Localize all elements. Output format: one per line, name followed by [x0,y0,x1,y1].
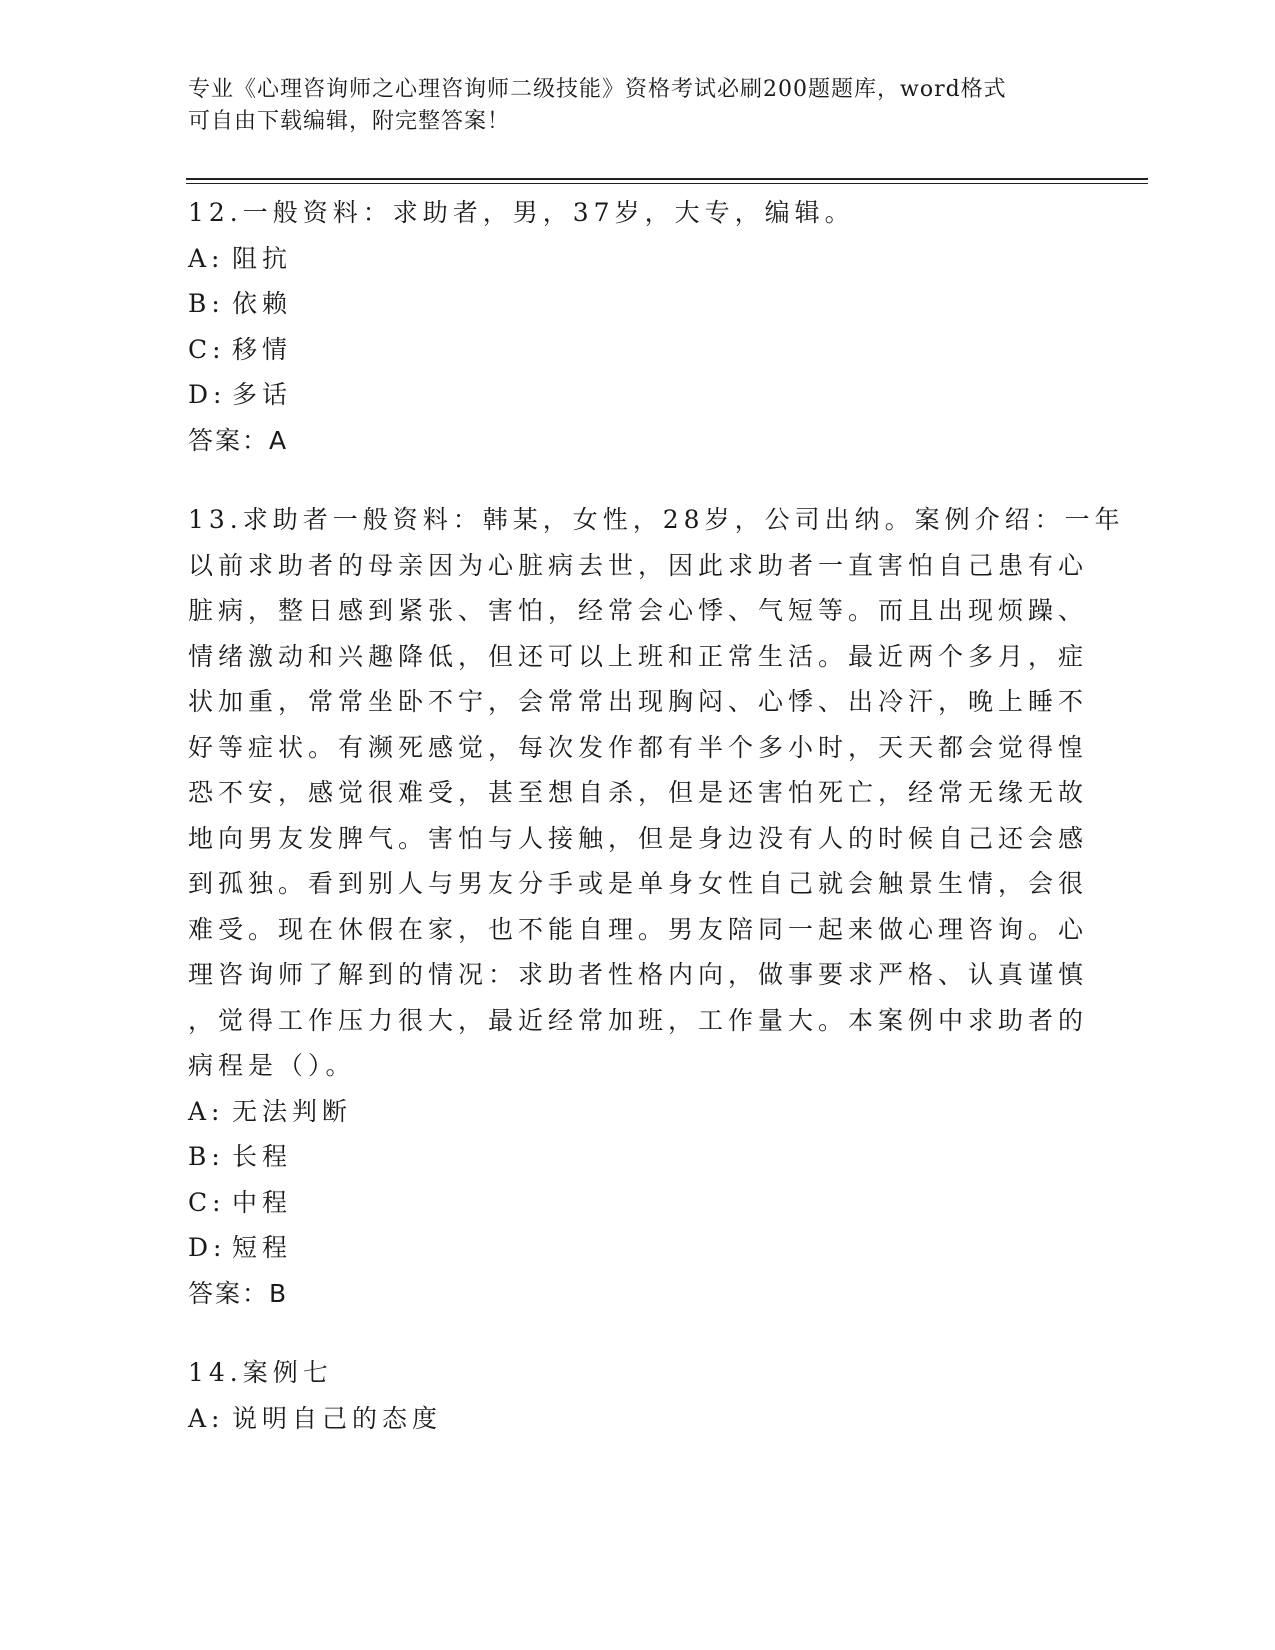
question-stem-line: ，觉得工作压力很大，最近经常加班，工作量大。本案例中求助者的 [188,1005,1089,1035]
question-stem-line: 难受。现在休假在家，也不能自理。男友陪同一起来做心理咨询。心 [188,914,1089,944]
question-stem-line: 恐不安，感觉很难受，甚至想自杀，但是还害怕死亡，经常无缘无故 [188,778,1089,807]
option-d [188,1225,1088,1271]
option-letter: C: [188,334,226,364]
question-stem-line: 理咨询师了解到的情况：求助者性格内向，做事要求严格、认真谨慎 [188,960,1089,989]
question-stem-line: 情绪激动和兴趣降低，但还可以上班和正常生活。最近两个多月，症 [188,641,1089,671]
question-stem: 12.一般资料：求助者，男，37岁，大专，编辑。 [188,198,855,227]
option-b [188,281,1088,327]
page-header [188,74,1068,138]
option-text: 中程 [232,1187,293,1217]
option-c [188,327,1088,373]
option-a [188,1089,1088,1135]
option-letter: D: [188,380,227,409]
question-14 [188,1350,1088,1441]
option-text: 多话 [232,380,293,409]
question-stem-line: 以前求助者的母亲因为心脏病去世，因此求助者一直害怕自己患有心 [188,550,1089,580]
option-text: 短程 [232,1233,293,1262]
option-text: 说明自己的态度 [232,1403,443,1433]
header-rule-thick [186,178,1148,180]
option-text: 长程 [232,1142,293,1171]
question-stem-line: 地向男友发脾气。害怕与人接触，但是身边没有人的时候自己还会感 [188,823,1089,853]
option-b [188,1134,1088,1180]
option-text: 阻抗 [232,243,293,273]
option-letter: A: [188,1096,225,1126]
header-line-2: 可自由下载编辑，附完整答案！ [188,109,511,134]
question-12 [188,190,1088,463]
question-stem-line: 13.求助者一般资料：韩某，女性，28岁，公司出纳。案例介绍：一年 [188,505,1125,534]
option-text: 移情 [232,334,293,364]
question-stem-line: 病程是（）。 [188,1051,356,1080]
answer: 答案：A [188,425,289,455]
header-rule-thin [186,183,1148,184]
option-letter: D: [188,1233,227,1262]
option-a [188,236,1088,282]
option-letter: C: [188,1187,226,1217]
option-letter: A: [188,243,225,273]
option-d [188,372,1088,418]
question-list [188,190,1125,1475]
option-text: 无法判断 [232,1096,353,1126]
question-stem: 14.案例七 [188,1358,333,1387]
option-letter: A: [188,1403,225,1433]
option-c [188,1180,1088,1226]
answer: 答案：B [188,1278,289,1308]
question-stem-line: 脏病，整日感到紧张、害怕，经常会心悸、气短等。而且出现烦躁、 [188,596,1089,625]
option-letter: B: [188,289,225,318]
option-letter: B: [188,1142,225,1171]
header-line-1: 专业《心理咨询师之心理咨询师二级技能》资格考试必刷200题题库，word格式 [188,77,1007,102]
question-stem-line: 到孤独。看到别人与男友分手或是单身女性自己就会触景生情，会很 [188,869,1089,898]
question-stem-line: 状加重，常常坐卧不宁，会常常出现胸闷、心悸、出冷汗，晚上睡不 [188,687,1089,716]
question-13 [188,497,1125,1316]
option-a [188,1396,1088,1442]
option-text: 依赖 [232,289,293,318]
question-stem-line: 好等症状。有濒死感觉，每次发作都有半个多小时，天天都会觉得惶 [188,732,1089,762]
